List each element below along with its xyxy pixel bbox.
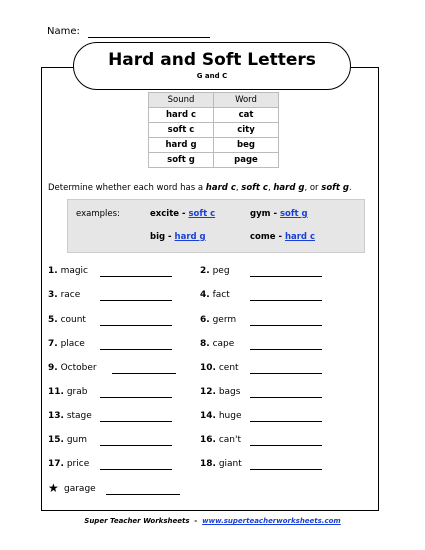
list-item: [200, 387, 240, 397]
item-word: stage: [66, 411, 92, 421]
table-cell: beg: [214, 138, 279, 153]
list-item: [200, 459, 242, 469]
term-hard-g: hard g: [273, 183, 305, 193]
title-banner: [73, 42, 351, 90]
answer-line[interactable]: [250, 445, 322, 446]
item-number: 8.: [200, 339, 210, 349]
item-word: race: [60, 290, 81, 300]
examples-box: [67, 199, 365, 253]
answer-line[interactable]: [250, 421, 322, 422]
list-item: [48, 363, 97, 373]
answer-line[interactable]: [100, 397, 172, 398]
item-number: 5.: [48, 315, 58, 325]
list-item: [200, 411, 242, 421]
item-number: 2.: [200, 266, 210, 276]
table-header: Word: [214, 93, 279, 108]
example-item: [150, 209, 215, 219]
term-hard-c: hard c: [205, 183, 236, 193]
list-item: [200, 315, 236, 325]
table-row: [149, 123, 279, 138]
item-number: 11.: [48, 387, 64, 397]
answer-line[interactable]: [250, 469, 322, 470]
term-soft-c: soft c: [241, 183, 268, 193]
answer-line[interactable]: [250, 300, 322, 301]
footer-separator: -: [189, 517, 203, 525]
item-number: 1.: [48, 266, 58, 276]
table-cell: hard g: [149, 138, 214, 153]
page-subtitle: G and C: [196, 72, 228, 80]
example-word: excite -: [150, 209, 189, 219]
list-item: [48, 266, 88, 276]
star-icon: ★: [48, 481, 59, 495]
example-answer: hard g: [174, 232, 206, 242]
item-number: 4.: [200, 290, 210, 300]
example-item: [250, 232, 315, 242]
list-item: [200, 339, 234, 349]
separator: ,: [235, 183, 242, 193]
list-item: [48, 315, 86, 325]
item-word: count: [60, 315, 86, 325]
term-soft-g: soft g: [321, 183, 349, 193]
list-item: [48, 411, 92, 421]
item-number: 15.: [48, 435, 64, 445]
item-number: 7.: [48, 339, 58, 349]
separator: ,: [267, 183, 274, 193]
item-word: place: [60, 339, 85, 349]
item-number: 14.: [200, 411, 216, 421]
item-word: bags: [218, 387, 241, 397]
table-row: [149, 138, 279, 153]
instructions-text: Determine whether each word has a: [48, 183, 206, 193]
example-item: [250, 209, 308, 219]
table-row: [149, 153, 279, 168]
item-number: 16.: [200, 435, 216, 445]
example-item: [150, 232, 206, 242]
table-cell: cat: [214, 108, 279, 123]
footer: [0, 517, 425, 525]
item-word: can't: [218, 435, 241, 445]
name-line[interactable]: [88, 37, 210, 38]
list-item: [200, 290, 230, 300]
list-item: [48, 459, 89, 469]
table-cell: city: [214, 123, 279, 138]
footer-brand: Super Teacher Worksheets: [84, 517, 190, 525]
period: .: [348, 183, 352, 193]
item-number: 12.: [200, 387, 216, 397]
page-title: Hard and Soft Letters: [108, 50, 316, 70]
table-row: [149, 108, 279, 123]
answer-line[interactable]: [100, 445, 172, 446]
list-item: [200, 435, 241, 445]
list-item: [200, 363, 239, 373]
example-word: come -: [250, 232, 285, 242]
item-word: giant: [218, 459, 242, 469]
item-word: October: [60, 363, 97, 373]
footer-link[interactable]: www.superteacherworksheets.com: [202, 517, 341, 525]
answer-line[interactable]: [100, 276, 172, 277]
table-header: Sound: [149, 93, 214, 108]
list-item: [48, 435, 87, 445]
list-item: [200, 266, 230, 276]
item-word: cape: [212, 339, 235, 349]
name-label: Name:: [47, 26, 80, 37]
example-answer: hard c: [284, 232, 316, 242]
table-cell: hard c: [149, 108, 214, 123]
item-number: 17.: [48, 459, 64, 469]
item-word: garage: [64, 484, 96, 494]
item-word: huge: [218, 411, 242, 421]
answer-line[interactable]: [106, 494, 180, 495]
item-word: gum: [66, 435, 88, 445]
list-item: [64, 484, 96, 494]
table-header-row: [149, 93, 279, 108]
item-word: fact: [212, 290, 230, 300]
examples-label: examples:: [76, 209, 120, 219]
item-number: 6.: [200, 315, 210, 325]
answer-line[interactable]: [250, 373, 322, 374]
item-word: grab: [66, 387, 88, 397]
example-answer: soft g: [279, 209, 308, 219]
item-word: germ: [212, 315, 237, 325]
answer-line[interactable]: [100, 300, 172, 301]
item-number: 13.: [48, 411, 64, 421]
answer-line[interactable]: [100, 421, 172, 422]
answer-line[interactable]: [100, 349, 172, 350]
item-word: cent: [218, 363, 239, 373]
item-number: 3.: [48, 290, 58, 300]
list-item: [48, 339, 85, 349]
table-cell: soft g: [149, 153, 214, 168]
list-item: [48, 290, 80, 300]
instructions: [48, 183, 352, 193]
separator: , or: [304, 183, 322, 193]
table-cell: page: [214, 153, 279, 168]
item-number: 18.: [200, 459, 216, 469]
example-answer: soft c: [188, 209, 216, 219]
example-word: big -: [150, 232, 175, 242]
reference-table: [148, 92, 279, 168]
answer-line[interactable]: [100, 469, 172, 470]
item-number: 9.: [48, 363, 58, 373]
item-number: 10.: [200, 363, 216, 373]
answer-line[interactable]: [100, 325, 172, 326]
item-word: magic: [60, 266, 89, 276]
answer-line[interactable]: [250, 276, 322, 277]
answer-line[interactable]: [250, 349, 322, 350]
item-word: price: [66, 459, 90, 469]
table-cell: soft c: [149, 123, 214, 138]
list-item: [48, 387, 87, 397]
answer-line[interactable]: [112, 373, 176, 374]
item-word: peg: [212, 266, 230, 276]
example-word: gym -: [250, 209, 280, 219]
answer-line[interactable]: [250, 325, 322, 326]
answer-line[interactable]: [250, 397, 322, 398]
